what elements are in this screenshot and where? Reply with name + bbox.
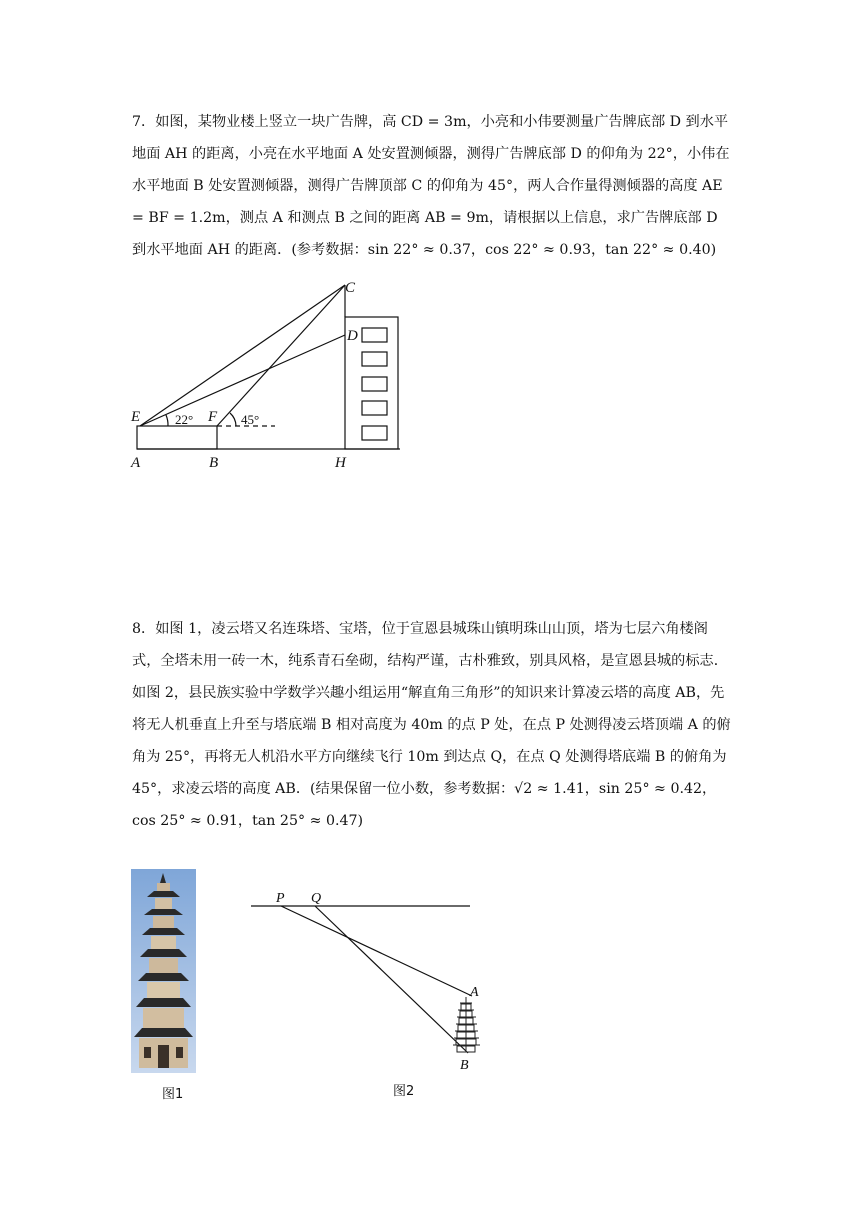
line-p-a [281, 906, 472, 996]
window-1 [362, 328, 387, 342]
label-d: D [347, 328, 358, 344]
question-8 [132, 613, 732, 837]
label-b2: B [460, 1058, 469, 1073]
question-7-text: 7．如图，某物业楼上竖立一块广告牌，高 CD = 3m，小亮和小伟要测量广告牌底部 D 到水平地面 AH 的距离，小亮在水平地面 A 处安置测倾器，测得广告牌底部 D 的仰角为 22°，小伟在水平地面 B 处安置测倾器，测得广告牌顶部 C 的仰角为 45°，两人合作量得测倾器的高度 AE = BF = 1.2m，测点 A 和测点 B 之间的距离 AB = 9m，请根据以上信息，求广告牌底部 D 到水平地面 AH 的距离．(参考数据：sin 22° ≈ 0.37，cos 22° ≈ 0.93，tan 22° ≈ 0.40) [132, 114, 730, 258]
line-e-c [140, 285, 345, 426]
window-5 [362, 426, 387, 440]
line-q-b [315, 906, 468, 1053]
label-c: C [345, 280, 356, 296]
window-2 [362, 352, 387, 366]
angle-arc-22 [166, 415, 168, 426]
window-3 [362, 377, 387, 391]
label-a: A [131, 455, 141, 471]
label-b: B [209, 455, 219, 471]
window-4 [362, 401, 387, 415]
label-h: H [335, 455, 346, 471]
figure-q8 [245, 883, 485, 1073]
angle-label-22: 22° [175, 412, 194, 427]
label-f: F [208, 409, 218, 425]
pagoda-photo [131, 869, 196, 1073]
question-8-text: 8．如图 1，凌云塔又名连珠塔、宝塔，位于宣恩县城珠山镇明珠山山顶，塔为七层六角楼阁式，全塔未用一砖一木，纯系青石垒砌，结构严谨，古朴雅致，别具风格，是宣恩县城的标志．如图 2，县民族实验中学数学兴趣小组运用“解直角三角形”的知识来计算凌云塔的高度 AB，先将无人机垂直上升至与塔底端 B 相对高度为 40m 的点 P 处，在点 P 处测得凌云塔顶端 A 的俯角为 25°，再将无人机沿水平方向继续飞行 10m 到达点 Q，在点 Q 处测得塔底端 B 的俯角为 45°，求凌云塔的高度 AB．(结果保留一位小数，参考数据：√2 ≈ 1.41，sin 25° ≈ 0.42，cos 25° ≈ 0.91，tan 25° ≈ 0.47) [132, 621, 731, 829]
angle-arc-45 [230, 413, 236, 426]
angle-label-45: 45° [241, 412, 260, 427]
label-q: Q [311, 891, 322, 906]
figure-q7 [125, 275, 415, 475]
label-e: E [131, 409, 141, 425]
instrument-ae [137, 426, 217, 449]
label-a2: A [470, 985, 479, 1000]
label-p: P [276, 891, 285, 906]
pagoda-icon [453, 997, 480, 1052]
caption-figure-2: 图2 [393, 1084, 415, 1099]
caption-figure-1: 图1 [162, 1087, 184, 1102]
question-7 [132, 106, 732, 266]
line-f-c [217, 285, 345, 426]
